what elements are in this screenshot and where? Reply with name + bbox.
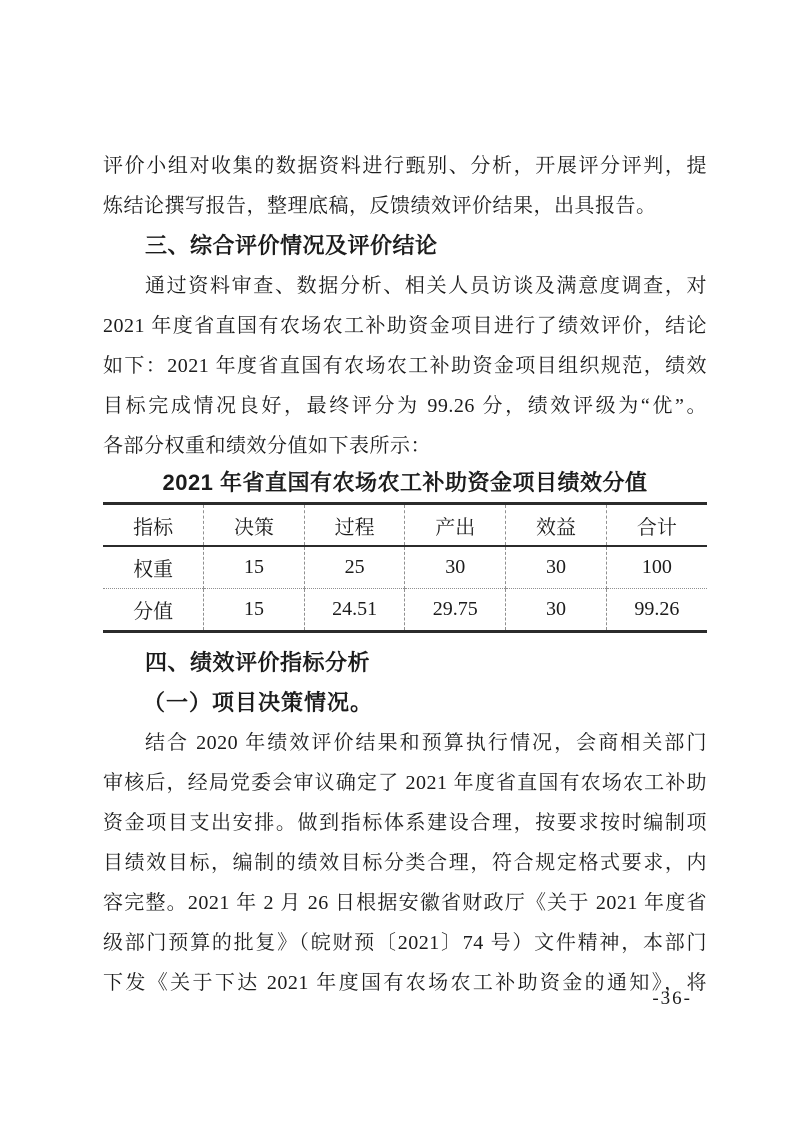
document-content — [103, 146, 707, 1003]
table-cell: 99.26 — [606, 589, 707, 632]
table-cell: 30 — [506, 546, 607, 589]
text-line: 下发《关于下达 2021 年度国有农场农工补助资金的通知》，将 — [103, 972, 707, 994]
table-cell: 30 — [506, 589, 607, 632]
heading-section-3: 三、综合评价情况及评价结论 — [145, 233, 438, 258]
table-header-cell: 效益 — [506, 504, 607, 547]
text-line: 容完整。2021 年 2 月 26 日根据安徽省财政厅《关于 2021 年度省 — [103, 892, 707, 914]
table-row-weight — [103, 546, 707, 589]
text-line: 审核后，经局党委会审议确定了 2021 年度省直国有农场农工补助 — [103, 772, 707, 794]
text-line: 目标完成情况良好，最终评分为 99.26 分，绩效评级为“优”。 — [103, 395, 707, 417]
text-line: 通过资料审查、数据分析、相关人员访谈及满意度调查，对 — [145, 275, 707, 297]
text-line: 炼结论撰写报告，整理底稿，反馈绩效评价结果，出具报告。 — [103, 195, 657, 217]
table-row-label: 分值 — [133, 601, 174, 623]
text-line: 评价小组对收集的数据资料进行甄别、分析，开展评分评判，提 — [103, 155, 707, 177]
text-line: 目绩效目标，编制的绩效目标分类合理，符合规定格式要求，内 — [103, 852, 707, 874]
text-line: 级部门预算的批复》（皖财预〔2021〕74 号）文件精神，本部门 — [103, 932, 707, 954]
table-header-cell: 产出 — [405, 504, 506, 547]
table-header-cell: 过程 — [304, 504, 405, 547]
table-cell: 15 — [204, 546, 305, 589]
table-row-label: 权重 — [103, 546, 204, 589]
text-line: 资金项目支出安排。做到指标体系建设合理，按要求按时编制项 — [103, 812, 707, 834]
table-cell: 15 — [204, 589, 305, 632]
text-line: 结合 2020 年绩效评价结果和预算执行情况，会商相关部门 — [145, 732, 707, 754]
heading-section-4: 四、绩效评价指标分析 — [145, 650, 371, 675]
spacer — [103, 633, 707, 643]
performance-score-table — [103, 502, 707, 633]
text-line: 如下：2021 年度省直国有农场农工补助资金项目组织规范，绩效 — [103, 355, 707, 377]
table-header-cell: 指标 — [103, 504, 204, 547]
page-number: -36- — [652, 988, 692, 1009]
heading-subsection-1: （一）项目决策情况。 — [143, 690, 374, 715]
table-cell: 29.75 — [405, 589, 506, 632]
paragraph-project-decision — [103, 723, 707, 1003]
paragraph-evaluation-process — [103, 146, 707, 226]
table-row-score — [103, 589, 707, 632]
table-title: 2021 年省直国有农场农工补助资金项目绩效分值 — [162, 470, 648, 495]
text-line: 2021 年度省直国有农场农工补助资金项目进行了绩效评价，结论 — [103, 315, 707, 337]
table-header-cell: 决策 — [204, 504, 305, 547]
text-line: 各部分权重和绩效分值如下表所示： — [103, 435, 431, 457]
table-cell: 24.51 — [304, 589, 405, 632]
table-cell: 100 — [606, 546, 707, 589]
table-cell: 25 — [304, 546, 405, 589]
paragraph-evaluation-conclusion — [103, 266, 707, 466]
table-cell: 30 — [405, 546, 506, 589]
table-header-cell: 合计 — [606, 504, 707, 547]
table-header-row — [103, 504, 707, 547]
